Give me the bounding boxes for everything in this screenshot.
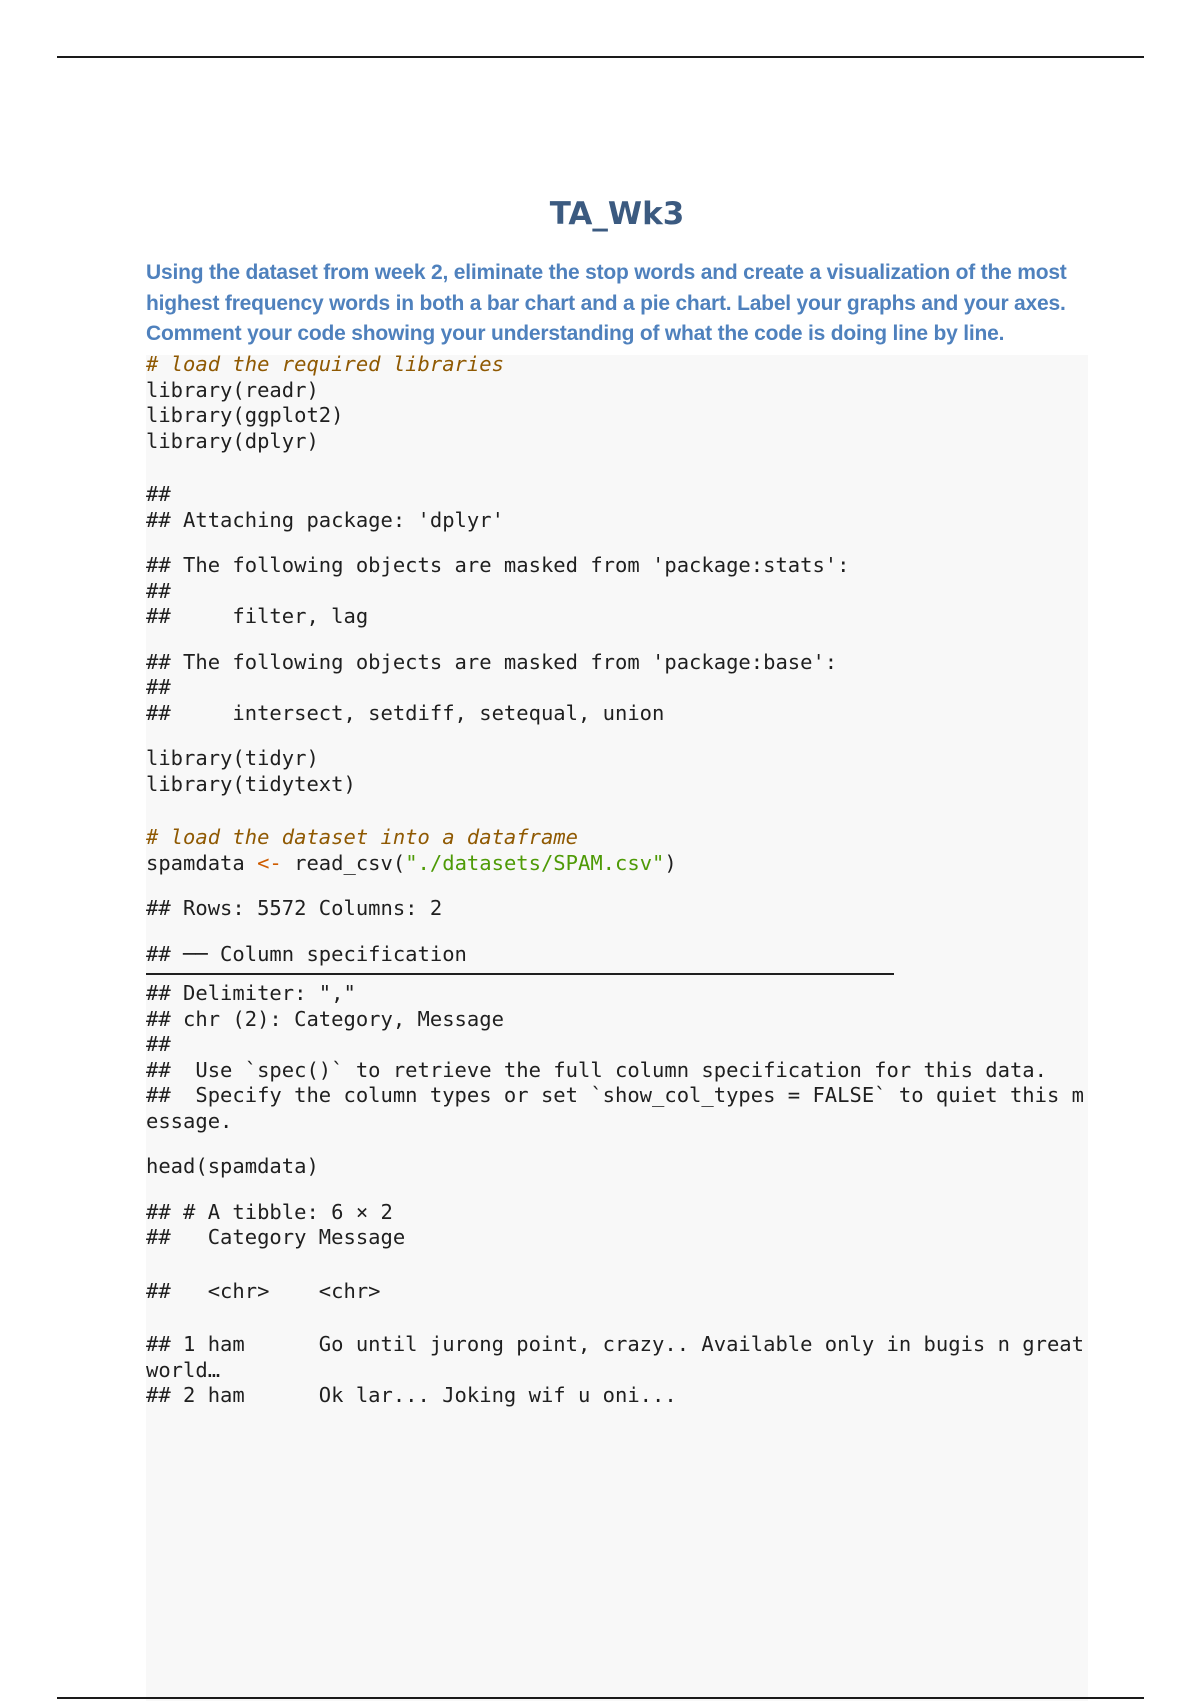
code-line: library(ggplot2) — [146, 403, 344, 427]
assign-operator: <- — [257, 850, 282, 875]
code-line: head(spamdata) — [146, 1154, 319, 1178]
code-chunk-head — [146, 1154, 1086, 1180]
output-masked-stats — [146, 553, 1086, 630]
code-chunk-libraries — [146, 352, 1086, 454]
output-line: ## 2 ham Ok lar... Joking wif u oni... — [146, 1383, 677, 1407]
output-line: ## Category Message — [146, 1225, 406, 1249]
assignment-prompt: Using the dataset from week 2, eliminate the stop words and create a visualization of the most highest frequency words in both a bar chart and a pie chart. Label your graphs and your axes. Comment your code showing your understanding of what the code is doing line by line. — [146, 261, 1067, 345]
code-variable: spamdata — [146, 850, 258, 875]
output-line: ## intersect, setdiff, setequal, union — [146, 700, 665, 725]
output-line: ## ── Column specification — [146, 941, 467, 966]
output-tibble — [146, 1199, 1097, 1409]
code-close: ) — [664, 850, 677, 875]
output-line: ## # A tibble: 6 × 2 — [146, 1199, 393, 1224]
output-line: ## filter, lag — [146, 604, 369, 628]
top-rule — [57, 56, 1144, 58]
code-comment: # load the dataset into a dataframe — [146, 825, 578, 849]
spec-separator-line — [146, 973, 894, 975]
code-chunk-read-csv — [146, 825, 1086, 876]
output-line: ## Delimiter: "," — [146, 981, 356, 1005]
code-line: library(readr) — [146, 377, 319, 402]
code-line: library(tidytext) — [146, 771, 356, 796]
code-string: "./datasets/SPAM.csv" — [405, 850, 665, 875]
output-line: ## — [146, 578, 171, 603]
bottom-rule — [57, 1697, 1144, 1699]
code-line — [146, 851, 1086, 877]
output-line: ## Specify the column types or set `show_col_types = FALSE` to quiet this message. — [146, 1083, 1084, 1133]
code-output-blocks — [146, 352, 1097, 1409]
code-line: library(tidyr) — [146, 746, 319, 770]
output-attaching — [146, 482, 1086, 533]
output-masked-base — [146, 650, 1086, 727]
output-rows-cols — [146, 896, 1086, 922]
code-comment: # load the required libraries — [146, 352, 504, 376]
output-line: ## 1 ham Go until jurong point, crazy.. Available only in bugis n great world… — [146, 1332, 1097, 1382]
output-line: ## The following objects are masked from 'package:base': — [146, 649, 838, 674]
output-column-spec — [146, 942, 1086, 968]
output-line: ## The following objects are masked from 'package:stats': — [146, 553, 850, 577]
output-line: ## Use `spec()` to retrieve the full column specification for this data. — [146, 1057, 1047, 1082]
output-line: ## chr (2): Category, Message — [146, 1006, 504, 1031]
output-line: ## — [146, 675, 171, 699]
code-chunk-more-libraries — [146, 746, 1086, 797]
output-delimiter — [146, 981, 1086, 1134]
output-line: ## — [146, 482, 171, 506]
code-call: read_csv( — [281, 850, 406, 875]
output-line: ## Attaching package: 'dplyr' — [146, 507, 504, 532]
output-line: ## Rows: 5572 Columns: 2 — [146, 896, 443, 920]
output-line: ## <chr> <chr> — [146, 1278, 381, 1303]
page-title: TA_Wk3 — [549, 196, 685, 232]
code-line: library(dplyr) — [146, 428, 319, 453]
output-line: ## — [146, 1032, 171, 1056]
